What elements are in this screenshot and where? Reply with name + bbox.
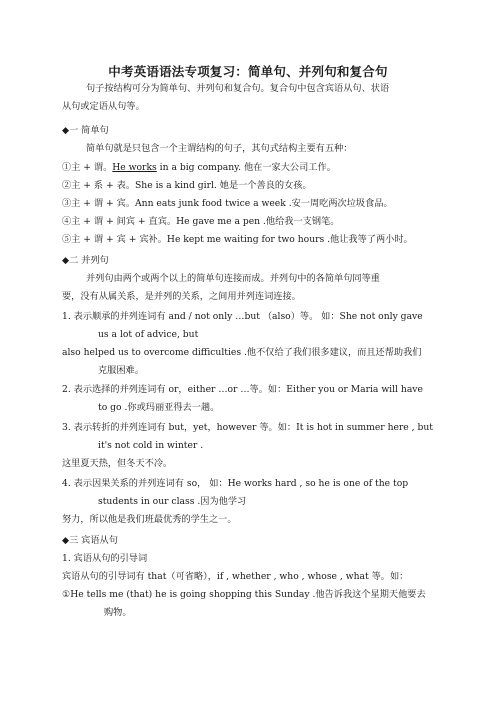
object-clause-line-2: ①He tells me (that) he is going shopping this Sunday .他告诉我这个星期天他要去 xyxy=(62,589,426,600)
section-heading-compound: ◆二 并列句 xyxy=(62,255,109,266)
compound-item-3-line-3: 这里夏天热，但冬天不冷。 xyxy=(62,458,173,469)
section-heading-simple: ◆一 简单句 xyxy=(62,125,109,136)
object-clause-line-3: 购物。 xyxy=(104,607,132,618)
compound-item-2-line-1: 2. 表示选择的并列连词有 or，either …or …等。如：Either you or Maria will have xyxy=(62,384,423,395)
compound-item-4-line-3: 努力，所以他是我们班最优秀的学生之一。 xyxy=(62,514,237,525)
pattern-item-2: ②主 + 系 + 表。She is a kind girl. 她是一个善良的女孩。 xyxy=(62,180,312,191)
pattern-item-1-post: in a big company. 他在一家大公司工作。 xyxy=(156,162,336,173)
pattern-item-4: ④主 + 谓 + 间宾 + 直宾。He gave me a pen .他给我一支钢笔。 xyxy=(62,216,340,227)
underlined-phrase: He works xyxy=(112,162,157,173)
pattern-item-3: ③主 + 谓 + 宾。Ann eats junk food twice a week .安一周吃两次垃圾食品。 xyxy=(62,198,393,209)
section-heading-object-clause: ◆三 宾语从句 xyxy=(62,535,118,546)
compound-item-3-line-2: it's not cold in winter . xyxy=(98,440,204,451)
compound-item-2-line-2: to go .你或玛丽亚得去一趟。 xyxy=(98,402,220,413)
section-desc-simple: 简单句就是只包含一个主谓结构的句子，其句式结构主要有五种： xyxy=(86,143,353,154)
compound-item-4-line-1: 4. 表示因果关系的并列连词有 so， 如：He works hard , so he is one of the top xyxy=(62,478,409,489)
section-desc-compound-1: 并列句由两个或两个以上的简单句连接而成。并列句中的各简单句同等重 xyxy=(86,273,380,284)
compound-item-1-line-3: also helped us to overcome difficulties .他不仅给了我们很多建议，而且还帮助我们 xyxy=(62,347,422,358)
pattern-item-1-pre: ①主 + 谓。 xyxy=(62,162,113,173)
pattern-item-5: ⑤主 + 谓 + 宾 + 宾补。He kept me waiting for two hours .他让我等了两小时。 xyxy=(62,234,413,245)
compound-item-1-line-1: 1. 表示顺承的并列连词有 and / not only …but （also）等。 如：She not only gave xyxy=(62,311,423,322)
document-title: 中考英语语法专项复习：简单句、并列句和复合句 xyxy=(108,64,388,79)
object-clause-line-1: 宾语从句的引导词有 that（可省略），if , whether , who , whose , what 等。如： xyxy=(62,571,409,582)
compound-item-4-line-2: students in our class .因为他学习 xyxy=(98,496,247,507)
pattern-item-1 xyxy=(62,162,336,174)
compound-item-1-line-4: 克服困难。 xyxy=(98,365,144,376)
intro-line-2: 从句或定语从句等。 xyxy=(62,101,145,112)
compound-item-1-line-2: us a lot of advice, but xyxy=(98,329,199,340)
object-clause-subheading: 1. 宾语从句的引导词 xyxy=(62,553,148,564)
intro-line-1: 句子按结构可分为简单句、并列句和复合句。复合句中包含宾语从句、状语 xyxy=(86,83,390,94)
section-desc-compound-2: 要，没有从属关系，是并列的关系，之间用并列连词连接。 xyxy=(62,291,301,302)
compound-item-3-line-1: 3. 表示转折的并列连词有 but，yet，however 等。如：It is hot in summer here , but xyxy=(62,422,433,433)
